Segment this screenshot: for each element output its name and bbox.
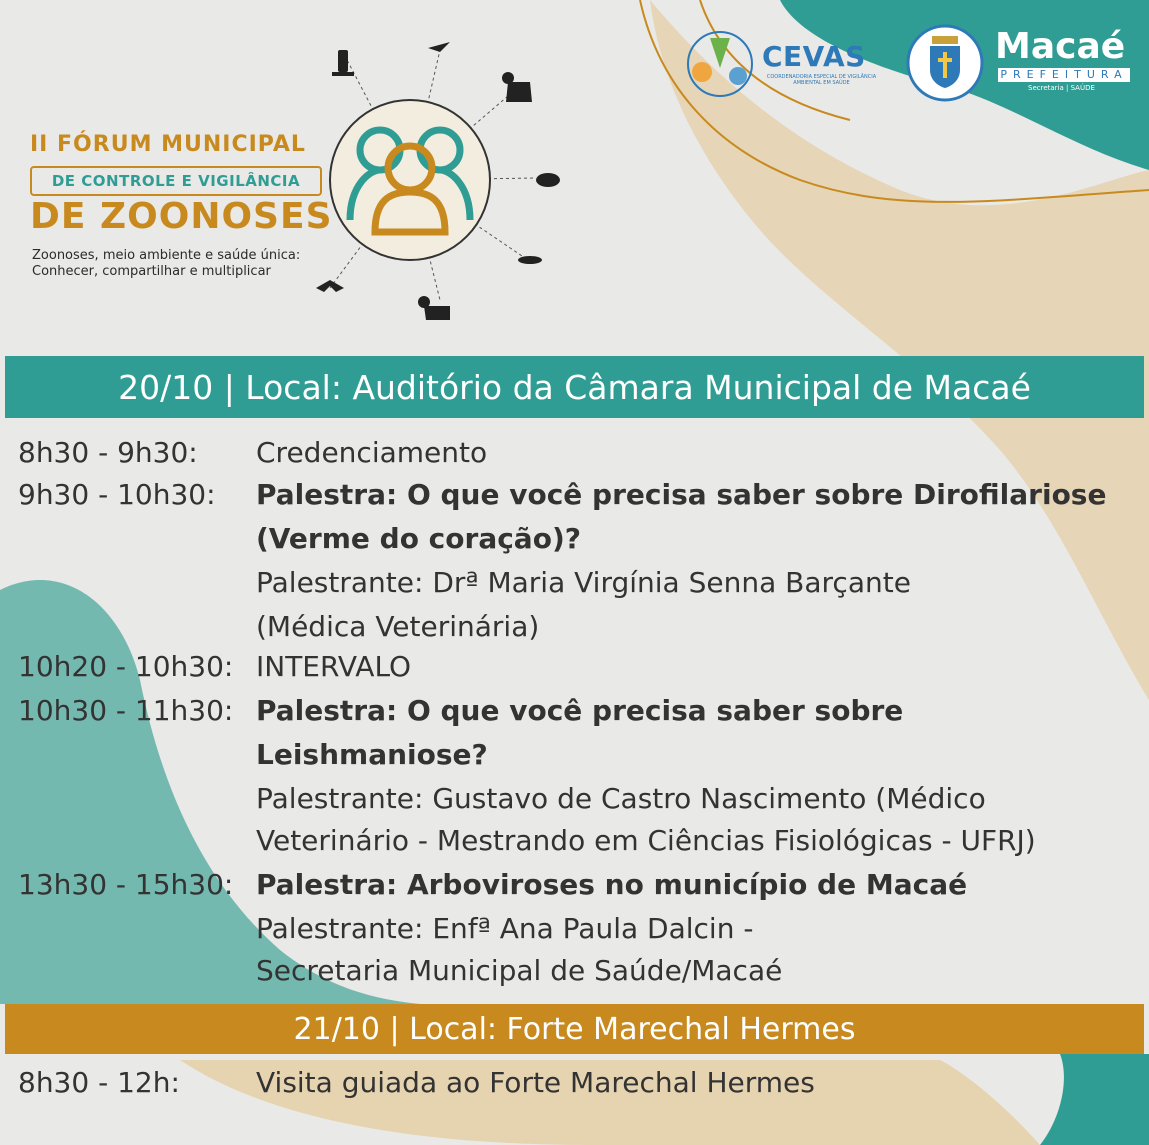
schedule-text-cont: Leishmaniose? [256,738,488,771]
schedule-text: Palestra: O que você precisa saber sobre [256,694,904,727]
schedule-text-cont: (Verme do coração)? [256,522,581,555]
schedule-text: Palestra: O que você precisa saber sobre Dirofilariose [256,478,1107,511]
forum-title-line1: II FÓRUM MUNICIPAL [30,132,306,157]
prefeitura-label: PREFEITURA [998,68,1130,82]
dog-icon [424,306,450,320]
macae-coat-of-arms-icon [906,24,984,102]
schedule-text: INTERVALO [256,650,412,683]
microscope-icon [338,50,348,72]
schedule-text: Palestra: Arboviroses no município de Macaé [256,868,968,901]
schedule-time: 10h30 - 11h30: [18,694,234,727]
speaker-line: Palestrante: Enfª Ana Paula Dalcin - [256,912,754,945]
tagline-line1: Zoonoses, meio ambiente e saúde única: [32,248,301,263]
mosquito-icon [428,42,450,52]
tagline-line2: Conhecer, compartilhar e multiplicar [32,264,271,279]
day2-location-band: 21/10 | Local: Forte Marechal Hermes [5,1004,1144,1054]
speaker-line: (Médica Veterinária) [256,610,540,643]
forum-title-line2: DE CONTROLE E VIGILÂNCIA [30,166,322,196]
cevas-logo-icon [680,28,760,100]
schedule-time: 8h30 - 12h: [18,1066,180,1099]
forum-tagline [32,248,332,280]
forum-title-line3: DE ZOONOSES [30,196,333,237]
speaker-line: Palestrante: Gustavo de Castro Nascimento (Médico [256,782,986,815]
macae-logo-text: Macaé [995,26,1126,67]
schedule-text: Visita guiada ao Forte Marechal Hermes [256,1066,815,1099]
cevas-logo-subtitle: COORDENADORIA ESPECIAL DE VIGILÂNCIA AMBIENTAL EM SAÚDE [766,74,877,86]
schedule-text: Credenciamento [256,436,488,469]
emblem-circle [330,100,490,260]
speaker-line: Veterinário - Mestrando em Ciências Fisiológicas - UFRJ) [256,824,1036,857]
teal-blob-bottom-right [1040,1054,1149,1145]
rat-icon [536,173,560,187]
speaker-line: Palestrante: Drª Maria Virgínia Senna Barçante [256,566,911,599]
cevas-logo-text: CEVAS [762,40,866,73]
bug-icon [518,256,542,264]
schedule-time: 8h30 - 9h30: [18,436,198,469]
speaker-line: Secretaria Municipal de Saúde/Macaé [256,954,783,987]
schedule-time: 10h20 - 10h30: [18,650,234,683]
secretaria-label: Secretaria | SAÚDE [1028,84,1095,92]
schedule-time: 13h30 - 15h30: [18,868,234,901]
bat-icon [316,280,344,292]
cat-icon [506,82,532,102]
schedule-time: 9h30 - 10h30: [18,478,216,511]
day1-location-band: 20/10 | Local: Auditório da Câmara Municipal de Macaé [5,356,1144,418]
